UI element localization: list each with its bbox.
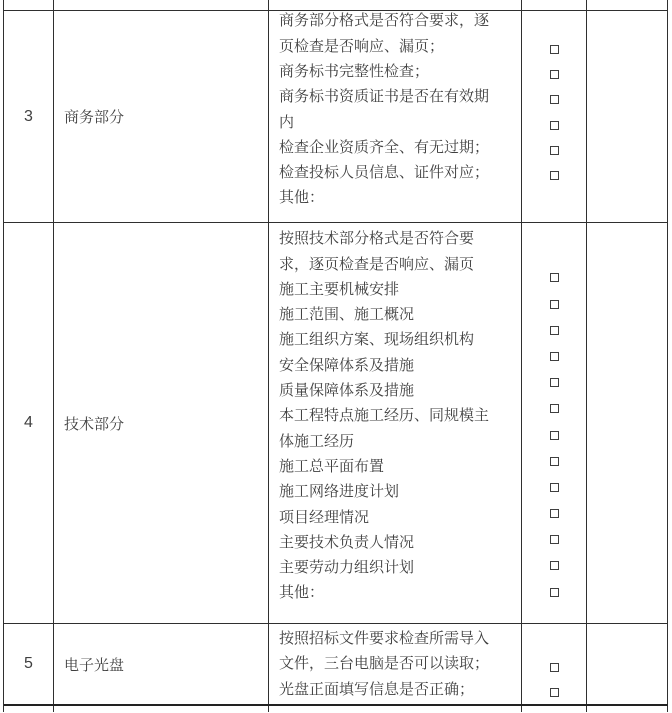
checkbox-slot [550,36,559,61]
checkbox-icon[interactable] [550,483,559,492]
checkbox-icon[interactable] [550,688,559,697]
category-label: 电子光盘 [64,656,125,674]
table-row [4,222,668,623]
description-cell [269,706,522,712]
checkbox-slot [550,370,559,396]
checkbox-icon[interactable] [550,588,559,597]
checkbox-cell [522,706,587,712]
row-number: 3 [24,107,33,125]
checkbox-icon[interactable] [550,535,559,544]
remark-cell [587,0,668,10]
row-number: 4 [24,414,33,431]
check-item-line: 体施工经历 [279,432,355,450]
checkbox-slot [550,553,559,579]
checkbox-slot [550,343,559,369]
table-row-partial-bottom [4,704,668,712]
check-item-line: 页检查是否响应、漏页； [279,37,445,55]
checkbox-icon[interactable] [550,404,559,413]
check-item-line: 求，逐页检查是否响应、漏页 [279,255,475,273]
check-item-line: 施工主要机械安排 [279,280,400,298]
row-number: 5 [24,655,33,672]
check-item-line: 施工范围、施工概况 [279,306,415,324]
checkbox-icon[interactable] [550,431,559,440]
category-label: 技术部分 [64,415,125,433]
checkbox-slot [550,291,559,317]
checkbox-slot [550,527,559,553]
description-cell [269,223,522,623]
category-cell [54,223,269,623]
checkbox-slot [550,655,559,680]
description-cell [269,624,522,704]
remark-cell [587,223,668,623]
checkbox-icon[interactable] [550,352,559,361]
table-row-partial-top [4,0,668,10]
checkbox-slot [550,138,559,163]
checkbox-slot [550,317,559,343]
checklist-table [3,0,668,712]
category-cell [54,706,269,712]
checkbox-slot [550,87,559,112]
category-cell [54,11,269,222]
check-item-line: 检查企业资质齐全、有无过期； [279,138,490,156]
checkbox-slot [550,500,559,526]
check-item-line: 施工网络进度计划 [279,483,400,501]
checkbox-slot [550,113,559,138]
check-item-line: 检查投标人员信息、证件对应； [279,164,490,182]
checkbox-slot [550,163,559,188]
checkbox-stack [550,36,559,188]
checkbox-icon[interactable] [550,171,559,180]
check-item-list [279,626,521,702]
checkbox-slot [550,680,559,704]
table-row [4,623,668,704]
check-item-line: 其他： [279,584,325,602]
check-item-line: 安全保障体系及措施 [279,356,415,374]
checkbox-icon[interactable] [550,561,559,570]
check-item-line: 施工组织方案、现场组织机构 [279,331,475,349]
checkbox-icon[interactable] [550,121,559,130]
row-number-cell [4,624,54,704]
check-item-line: 按照技术部分格式是否符合要 [279,230,475,248]
remark-cell [587,624,668,704]
description-cell [269,11,522,222]
category-cell [54,624,269,704]
category-cell [54,0,269,10]
check-item-line: 内 [279,113,295,131]
check-item-line: 商务部分格式是否符合要求，逐 [279,12,490,30]
checkbox-slot [550,422,559,448]
checkbox-stack [550,655,559,704]
checkbox-cell [522,624,587,704]
checkbox-icon[interactable] [550,509,559,518]
row-number-cell [4,0,54,10]
check-item-line: 质量保障体系及措施 [279,382,415,400]
category-label: 商务部分 [64,109,125,126]
check-item-list [279,226,521,605]
check-item-line: 其他： [279,189,325,207]
check-item-line: 项目经理情况 [279,508,370,526]
row-number-cell [4,223,54,623]
checkbox-icon[interactable] [550,45,559,54]
check-item-line: 文件，三台电脑是否可以读取； [279,655,490,673]
checkbox-icon[interactable] [550,378,559,387]
checkbox-cell [522,223,587,623]
checkbox-icon[interactable] [550,457,559,466]
row-number-cell [4,11,54,222]
description-cell [269,0,522,10]
check-item-line: 主要技术负责人情况 [279,533,415,551]
check-item-line: 施工总平面布置 [279,457,385,475]
checkbox-slot [550,396,559,422]
checkbox-cell [522,0,587,10]
checkbox-cell [522,11,587,222]
check-item-line: 本工程特点施工经历、同规模主 [279,407,490,425]
check-item-line: 主要劳动力组织计划 [279,559,415,577]
check-item-line: 光盘正面填写信息是否正确； [279,680,475,698]
checkbox-icon[interactable] [550,95,559,104]
checkbox-slot [550,474,559,500]
checkbox-icon[interactable] [550,300,559,309]
checkbox-slot [550,579,559,605]
row-number-cell [4,706,54,712]
check-item-line: 商务标书完整性检查； [279,62,430,80]
checkbox-icon[interactable] [550,70,559,79]
checkbox-icon[interactable] [550,146,559,155]
checkbox-icon[interactable] [550,326,559,335]
checkbox-stack [550,265,559,605]
checkbox-icon[interactable] [550,663,559,672]
checkbox-icon[interactable] [550,273,559,282]
remark-cell [587,11,668,222]
checkbox-slot [550,448,559,474]
checkbox-slot [550,62,559,87]
table-row [4,10,668,222]
check-item-line: 商务标书资质证书是否在有效期 [279,88,490,106]
check-item-line: 按照招标文件要求检查所需导入 [279,630,490,648]
remark-cell [587,706,668,712]
checkbox-slot [550,265,559,291]
check-item-list [279,11,521,211]
